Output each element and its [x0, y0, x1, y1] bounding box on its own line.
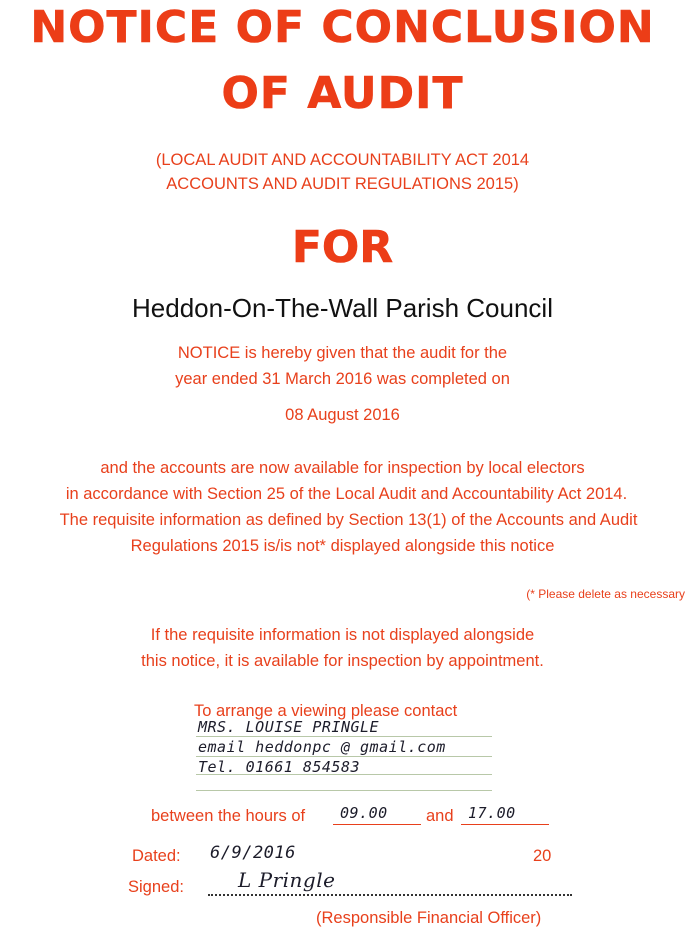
- title-line-1: NOTICE OF CONCLUSION: [30, 2, 655, 53]
- hours-and: and: [426, 807, 454, 825]
- contact-intro: To arrange a viewing please contact: [194, 702, 458, 720]
- dated-label: Dated:: [132, 847, 181, 865]
- contact-line-4: [196, 790, 492, 791]
- para-line-1: and the accounts are now available for inspection by local electors: [100, 459, 585, 477]
- hours-from: 09.00: [340, 804, 388, 822]
- act-line-2: ACCOUNTS AND AUDIT REGULATIONS 2015): [166, 175, 519, 193]
- requisite-line-1: If the requisite information is not displayed alongside: [150, 626, 535, 644]
- signed-label: Signed:: [128, 878, 184, 896]
- para-line-3: The requisite information as defined by Section 13(1) of the Accounts and Audit: [59, 511, 638, 529]
- title-line-2: OF AUDIT: [221, 68, 464, 119]
- hours-from-line: [333, 824, 421, 825]
- hours-to-line: [461, 824, 549, 825]
- completed-date: 08 August 2016: [285, 406, 400, 424]
- for-heading: FOR: [291, 222, 394, 273]
- contact-line-2: [196, 756, 492, 757]
- para-line-4: Regulations 2015 is/is not* displayed alongside this notice: [130, 537, 555, 555]
- footnote: (* Please delete as necessary: [526, 587, 685, 601]
- contact-email: email heddonpc @ gmail.com: [198, 738, 446, 756]
- requisite-line-2: this notice, it is available for inspection by appointment.: [141, 652, 544, 670]
- para-line-2: in accordance with Section 25 of the Local Audit and Accountability Act 2014.: [65, 485, 628, 503]
- notice-line-2: year ended 31 March 2016 was completed on: [175, 370, 510, 388]
- council-name: Heddon-On-The-Wall Parish Council: [132, 293, 553, 323]
- contact-line-3: [196, 774, 492, 775]
- hours-to: 17.00: [468, 804, 516, 822]
- signature: L Pringle: [238, 868, 336, 892]
- notice-line-1: NOTICE is hereby given that the audit for the: [177, 344, 508, 362]
- contact-tel: Tel. 01661 854583: [198, 758, 361, 776]
- officer-role: (Responsible Financial Officer): [316, 909, 542, 927]
- hours-prefix: between the hours of: [151, 807, 306, 825]
- dated-value: 6/9/2016: [210, 843, 296, 863]
- act-line-1: (LOCAL AUDIT AND ACCOUNTABILITY ACT 2014: [155, 151, 530, 169]
- contact-name: MRS. LOUISE PRINGLE: [198, 718, 380, 736]
- signature-line: [208, 894, 572, 896]
- dated-year-suffix: 20: [533, 847, 552, 865]
- contact-line-1: [196, 736, 492, 737]
